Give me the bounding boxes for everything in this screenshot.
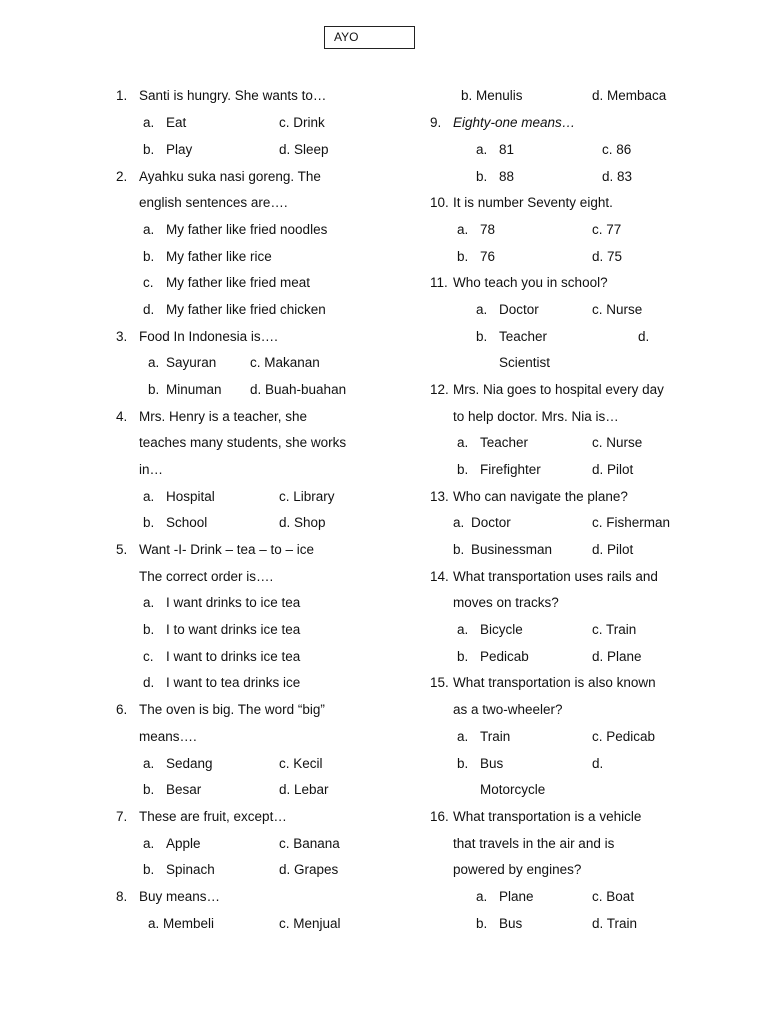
q13-text: Who can navigate the plane? — [453, 489, 628, 504]
q9-text: Eighty-one means… — [453, 115, 576, 130]
q10-option-b-letter: b. — [457, 249, 469, 264]
q8-text: Buy means… — [139, 889, 221, 904]
q6-option-a-letter: a. — [143, 756, 155, 771]
q5-option-c: I want to drinks ice tea — [166, 649, 301, 664]
q2-option-a-letter: a. — [143, 222, 155, 237]
q2-option-a: My father like fried noodles — [166, 222, 328, 237]
q15-option-b-letter: b. — [457, 756, 469, 771]
q7-option-d: d. Grapes — [279, 862, 339, 877]
q14-option-a: Bicycle — [480, 622, 523, 637]
q3-option-b-letter: b. — [148, 382, 160, 397]
q15-option-d-letter: d. — [592, 756, 604, 771]
q16-option-b: Bus — [499, 916, 523, 931]
q11-number: 11. — [430, 275, 448, 290]
q2-number: 2. — [116, 169, 128, 184]
q14-text-line2: moves on tracks? — [453, 595, 559, 610]
q13-option-d: d. Pilot — [592, 542, 634, 557]
q11-option-b-letter: b. — [476, 329, 488, 344]
q5-option-b-letter: b. — [143, 622, 155, 637]
q3-number: 3. — [116, 329, 128, 344]
q15-text-line2: as a two-wheeler? — [453, 702, 563, 717]
q5-text-line2: The correct order is…. — [139, 569, 274, 584]
header-label: AYO — [334, 30, 359, 44]
q9-option-d: d. 83 — [602, 169, 633, 184]
q9-option-a: 81 — [499, 142, 515, 157]
q12-option-c: c. Nurse — [592, 435, 643, 450]
q5-option-d: I want to tea drinks ice — [166, 675, 301, 690]
q4-text-line3: in… — [139, 462, 164, 477]
q5-option-a: I want drinks to ice tea — [166, 595, 301, 610]
q14-option-d: d. Plane — [592, 649, 642, 664]
q7-text: These are fruit, except… — [139, 809, 287, 824]
q7-option-a: Apple — [166, 836, 201, 851]
q12-option-a-letter: a. — [457, 435, 469, 450]
q12-option-d: d. Pilot — [592, 462, 634, 477]
q5-text-line1: Want -I- Drink – tea – to – ice — [139, 542, 315, 557]
q14-number: 14. — [430, 569, 449, 584]
q6-number: 6. — [116, 702, 128, 717]
q6-text-line1: The oven is big. The word “big” — [139, 702, 325, 717]
q15-option-b: Bus — [480, 756, 504, 771]
q1-option-d: d. Sleep — [279, 142, 329, 157]
q12-option-a: Teacher — [480, 435, 529, 450]
q4-option-b: School — [166, 515, 208, 530]
q14-option-b-letter: b. — [457, 649, 469, 664]
q1-option-a-letter: a. — [143, 115, 155, 130]
q2-option-b: My father like rice — [166, 249, 272, 264]
q11-option-d: Scientist — [499, 355, 551, 370]
q12-text-line1: Mrs. Nia goes to hospital every day — [453, 382, 664, 397]
q7-number: 7. — [116, 809, 128, 824]
q13-option-c: c. Fisherman — [592, 515, 671, 530]
q14-option-a-letter: a. — [457, 622, 469, 637]
q11-text: Who teach you in school? — [453, 275, 608, 290]
q1-option-a: Eat — [166, 115, 187, 130]
q13-option-a: Doctor — [471, 515, 511, 530]
q6-option-b: Besar — [166, 782, 202, 797]
q16-option-a: Plane — [499, 889, 534, 904]
q7-option-c: c. Banana — [279, 836, 340, 851]
q6-option-a: Sedang — [166, 756, 213, 771]
q1-text: Santi is hungry. She wants to… — [139, 88, 327, 103]
q4-option-b-letter: b. — [143, 515, 155, 530]
q2-text-line1: Ayahku suka nasi goreng. The — [139, 169, 321, 184]
q9-number: 9. — [430, 115, 442, 130]
q13-option-b: Businessman — [471, 542, 553, 557]
q8-option-b: b. Menulis — [461, 88, 523, 103]
q3-option-a: Sayuran — [166, 355, 217, 370]
q10-option-a-letter: a. — [457, 222, 469, 237]
q9-option-c: c. 86 — [602, 142, 632, 157]
q3-option-c: c. Makanan — [250, 355, 320, 370]
q11-option-a-letter: a. — [476, 302, 488, 317]
q8-option-a: a. Membeli — [148, 916, 215, 931]
q13-number: 13. — [430, 489, 449, 504]
q3-option-a-letter: a. — [148, 355, 160, 370]
q15-option-a-letter: a. — [457, 729, 469, 744]
q12-option-b: Firefighter — [480, 462, 541, 477]
q11-option-b: Teacher — [499, 329, 548, 344]
q10-option-c: c. 77 — [592, 222, 622, 237]
q4-option-a: Hospital — [166, 489, 215, 504]
q10-option-d: d. 75 — [592, 249, 623, 264]
q5-option-a-letter: a. — [143, 595, 155, 610]
q7-option-b: Spinach — [166, 862, 215, 877]
q12-option-b-letter: b. — [457, 462, 469, 477]
q5-option-d-letter: d. — [143, 675, 155, 690]
q5-option-b: I to want drinks ice tea — [166, 622, 301, 637]
q8-option-c: c. Menjual — [279, 916, 341, 931]
q4-option-c: c. Library — [279, 489, 335, 504]
q1-number: 1. — [116, 88, 128, 103]
q3-text: Food In Indonesia is…. — [139, 329, 278, 344]
q8-option-d: d. Membaca — [592, 88, 667, 103]
q11-option-d-letter: d. — [638, 329, 650, 344]
q9-option-b-letter: b. — [476, 169, 488, 184]
q16-text-line1: What transportation is a vehicle — [453, 809, 642, 824]
q13-option-a-letter: a. — [453, 515, 465, 530]
q1-option-b: Play — [166, 142, 193, 157]
q2-option-c-letter: c. — [143, 275, 154, 290]
q10-option-b: 76 — [480, 249, 496, 264]
q11-option-c: c. Nurse — [592, 302, 643, 317]
q3-option-d: d. Buah-buahan — [250, 382, 347, 397]
q16-option-c: c. Boat — [592, 889, 635, 904]
q2-option-c: My father like fried meat — [166, 275, 311, 290]
q11-option-a: Doctor — [499, 302, 539, 317]
q4-text-line1: Mrs. Henry is a teacher, she — [139, 409, 308, 424]
q6-text-line2: means…. — [139, 729, 197, 744]
q1-option-b-letter: b. — [143, 142, 155, 157]
q12-number: 12. — [430, 382, 449, 397]
q4-option-d: d. Shop — [279, 515, 326, 530]
q2-option-b-letter: b. — [143, 249, 155, 264]
q6-option-d: d. Lebar — [279, 782, 329, 797]
q14-option-b: Pedicab — [480, 649, 529, 664]
q15-option-a: Train — [480, 729, 511, 744]
q4-text-line2: teaches many students, she works — [139, 435, 347, 450]
q2-text-line2: english sentences are…. — [139, 195, 288, 210]
q5-number: 5. — [116, 542, 128, 557]
q10-option-a: 78 — [480, 222, 496, 237]
q16-option-b-letter: b. — [476, 916, 488, 931]
header-label-box — [324, 26, 415, 49]
q16-text-line2: that travels in the air and is — [453, 836, 615, 851]
q10-text: It is number Seventy eight. — [453, 195, 613, 210]
q5-option-c-letter: c. — [143, 649, 154, 664]
q16-option-a-letter: a. — [476, 889, 488, 904]
q4-option-a-letter: a. — [143, 489, 155, 504]
q16-number: 16. — [430, 809, 449, 824]
q15-number: 15. — [430, 675, 449, 690]
q6-option-b-letter: b. — [143, 782, 155, 797]
q14-option-c: c. Train — [592, 622, 637, 637]
q16-option-d: d. Train — [592, 916, 638, 931]
q7-option-b-letter: b. — [143, 862, 155, 877]
q1-option-c: c. Drink — [279, 115, 325, 130]
q6-option-c: c. Kecil — [279, 756, 323, 771]
q4-number: 4. — [116, 409, 128, 424]
q8-number: 8. — [116, 889, 128, 904]
q9-option-a-letter: a. — [476, 142, 488, 157]
q3-option-b: Minuman — [166, 382, 222, 397]
q10-number: 10. — [430, 195, 449, 210]
q2-option-d-letter: d. — [143, 302, 155, 317]
q15-option-d: Motorcycle — [480, 782, 546, 797]
q15-option-c: c. Pedicab — [592, 729, 656, 744]
q12-text-line2: to help doctor. Mrs. Nia is… — [453, 409, 619, 424]
q13-option-b-letter: b. — [453, 542, 465, 557]
q15-text-line1: What transportation is also known — [453, 675, 656, 690]
q14-text-line1: What transportation uses rails and — [453, 569, 658, 584]
q2-option-d: My father like fried chicken — [166, 302, 326, 317]
q7-option-a-letter: a. — [143, 836, 155, 851]
q16-text-line3: powered by engines? — [453, 862, 582, 877]
q9-option-b: 88 — [499, 169, 515, 184]
